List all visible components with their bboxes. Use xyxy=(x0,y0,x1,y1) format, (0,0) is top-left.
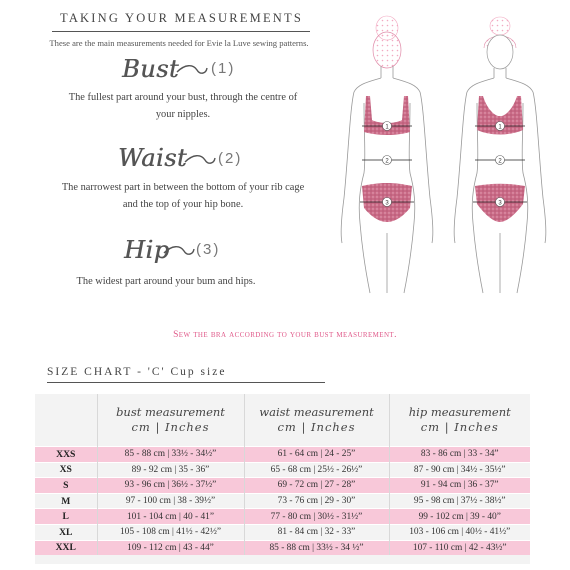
bust-column-units: cm | Inches xyxy=(131,420,210,434)
table-row xyxy=(35,447,530,463)
waist-description xyxy=(33,179,333,213)
bust-column-header xyxy=(97,394,244,447)
hip-cell: 99 - 102 cm | 39 - 40” xyxy=(389,509,530,525)
waist-number: (2) xyxy=(218,150,243,167)
bust-cell: 93 - 96 cm | 36½ - 37½” xyxy=(97,478,244,494)
hip-column-header xyxy=(389,394,530,447)
waist-cell: 81 - 84 cm | 32 - 33” xyxy=(244,524,389,540)
hip-column-title: hip measurement xyxy=(408,405,511,419)
waist-cell: 77 - 80 cm | 30½ - 31½” xyxy=(244,509,389,525)
back-marker-2: 2 xyxy=(385,158,389,165)
waist-cell: 85 - 88 cm | 33½ - 34 ½” xyxy=(244,540,389,555)
size-cell: XL xyxy=(35,524,97,540)
front-marker-2: 2 xyxy=(498,158,502,165)
table-row xyxy=(35,493,530,509)
size-cell: L xyxy=(35,509,97,525)
waist-column-header xyxy=(244,394,389,447)
bra-sewing-note: Sew the bra according to your bust measurement. xyxy=(173,330,397,340)
waist-cell: 69 - 72 cm | 27 - 28” xyxy=(244,478,389,494)
page-title: TAKING YOUR MEASUREMENTS xyxy=(60,11,304,25)
size-column-header xyxy=(35,394,97,447)
waist-cell: 61 - 64 cm | 24 - 25” xyxy=(244,447,389,463)
bust-cell: 89 - 92 cm | 35 - 36” xyxy=(97,462,244,478)
bust-cell: 105 - 108 cm | 41½ - 42½” xyxy=(97,524,244,540)
hip-heading: Hip xyxy=(124,236,170,264)
waist-column-title: waist measurement xyxy=(259,405,374,419)
size-cell: S xyxy=(35,478,97,494)
waist-description-line2: and the top of your hip bone. xyxy=(122,199,244,210)
bust-heading: Bust xyxy=(122,55,180,83)
bust-description-line1: The fullest part around your bust, through the centre of xyxy=(68,92,298,103)
waist-column-units: cm | Inches xyxy=(277,420,356,434)
table-row xyxy=(35,524,530,540)
bust-cell: 101 - 104 cm | 40 - 41” xyxy=(97,509,244,525)
size-cell: M xyxy=(35,493,97,509)
size-cell: XXL xyxy=(35,540,97,555)
bust-number: (1) xyxy=(211,60,236,77)
hip-cell: 87 - 90 cm | 34½ - 35½” xyxy=(389,462,530,478)
size-cell: XS xyxy=(35,462,97,478)
table-header-row xyxy=(35,394,530,447)
front-view-figure xyxy=(454,17,546,293)
hip-cell: 103 - 106 cm | 40½ - 41½” xyxy=(389,524,530,540)
size-cell: XXS xyxy=(35,447,97,463)
body-figures-illustration xyxy=(340,8,568,298)
hip-cell: 107 - 110 cm | 42 - 43½” xyxy=(389,540,530,555)
page-subtitle: These are the main measurements needed for Evie la Luve sewing patterns. xyxy=(49,38,309,48)
bust-cell: 85 - 88 cm | 33½ - 34½” xyxy=(97,447,244,463)
size-chart-title: SIZE CHART - 'C' Cup size xyxy=(47,366,227,378)
hip-column-units: cm | Inches xyxy=(420,420,499,434)
back-view-figure xyxy=(341,16,433,293)
bust-swirl-icon xyxy=(175,60,209,80)
front-marker-1: 1 xyxy=(498,124,502,131)
waist-description-line1: The narrowest part in between the bottom of your rib cage xyxy=(61,182,305,193)
size-chart-table xyxy=(35,394,530,564)
hip-description-line1: The widest part around your bum and hips. xyxy=(76,276,256,287)
bust-description-line2: your nipples. xyxy=(155,109,211,120)
waist-swirl-icon xyxy=(183,150,217,170)
bust-cell: 97 - 100 cm | 38 - 39½” xyxy=(97,493,244,509)
hip-swirl-icon xyxy=(162,241,196,261)
back-marker-3: 3 xyxy=(385,200,389,207)
table-row xyxy=(35,462,530,478)
front-marker-3: 3 xyxy=(498,200,502,207)
bust-cell: 109 - 112 cm | 43 - 44” xyxy=(97,540,244,555)
table-row xyxy=(35,509,530,525)
bust-description xyxy=(33,89,333,123)
hip-number: (3) xyxy=(196,241,221,258)
waist-cell: 65 - 68 cm | 25½ - 26½” xyxy=(244,462,389,478)
size-chart-divider xyxy=(47,382,325,383)
hip-cell: 95 - 98 cm | 37½ - 38½” xyxy=(389,493,530,509)
back-marker-1: 1 xyxy=(385,124,389,131)
hip-cell: 91 - 94 cm | 36 - 37” xyxy=(389,478,530,494)
table-row xyxy=(35,540,530,555)
title-divider xyxy=(52,31,310,32)
hip-cell: 83 - 86 cm | 33 - 34” xyxy=(389,447,530,463)
hip-description xyxy=(16,273,316,290)
waist-cell: 73 - 76 cm | 29 - 30” xyxy=(244,493,389,509)
bust-column-title: bust measurement xyxy=(116,405,225,419)
waist-heading: Waist xyxy=(118,144,188,172)
table-row xyxy=(35,478,530,494)
